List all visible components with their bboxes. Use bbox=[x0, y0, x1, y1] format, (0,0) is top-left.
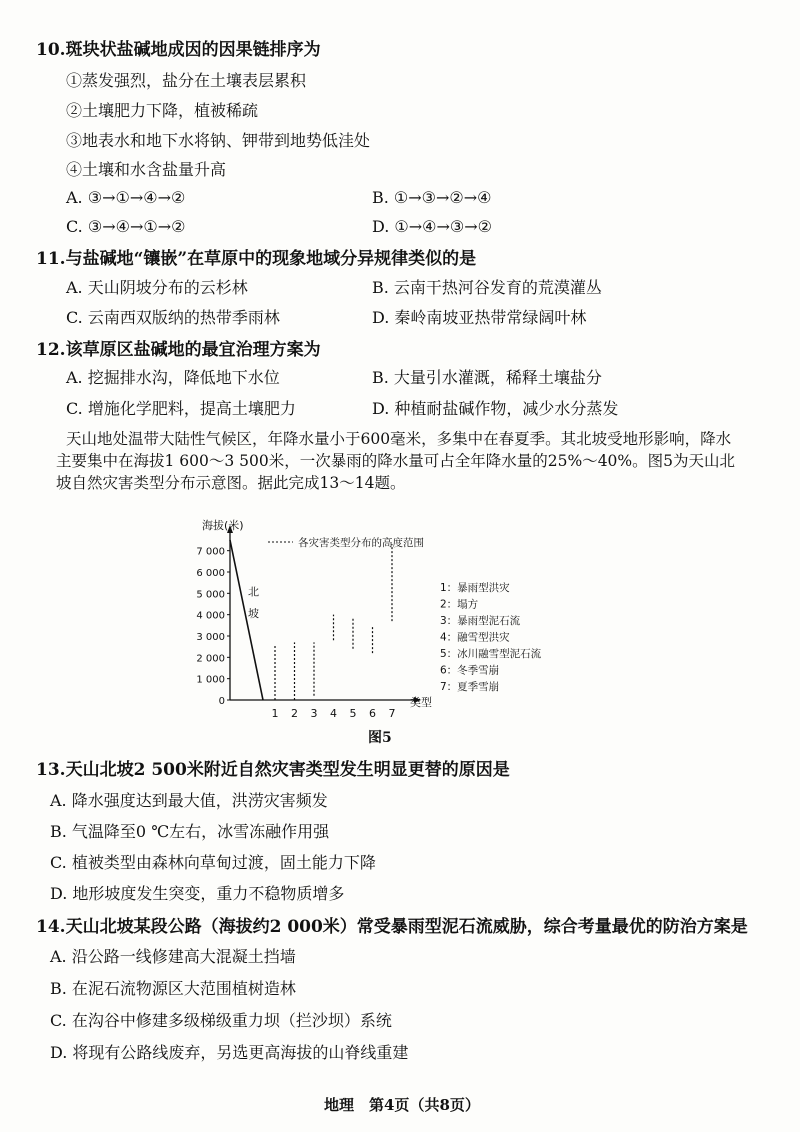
page-footer: 地理 第4页（共8页） bbox=[324, 1096, 480, 1114]
q13-option-c: C. 植被类型由森林向草甸过渡，固土能力下降 bbox=[50, 853, 376, 872]
y-tick-label: 1 000 bbox=[196, 674, 225, 686]
north-slope-line bbox=[230, 540, 263, 700]
q10-option-b: B. ①→③→②→④ bbox=[372, 188, 492, 207]
q14-option-c: C. 在沟谷中修建多级梯级重力坝（拦沙坝）系统 bbox=[50, 1011, 392, 1030]
q10-option-c: C. ③→④→①→② bbox=[66, 217, 186, 236]
legend-item-5: 5：冰川融雪型泥石流 bbox=[440, 648, 542, 660]
passage-line-2: 主要集中在海拔1 600～3 500米，一次暴雨的降水量可占全年降水量的25%～40%。图5为天山北 bbox=[56, 452, 736, 470]
q10-item-4: ④土壤和水含盐量升高 bbox=[66, 160, 227, 179]
q13-stem: 13.天山北坡2 500米附近自然灾害类型发生明显更替的原因是 bbox=[36, 760, 510, 780]
q12-stem: 12.该草原区盐碱地的最宜治理方案为 bbox=[36, 340, 321, 360]
y-tick-label: 2 000 bbox=[196, 653, 225, 665]
x-tick-label: 3 bbox=[310, 707, 318, 720]
x-tick-label: 6 bbox=[369, 707, 376, 720]
x-tick-label: 1 bbox=[271, 707, 279, 720]
q14-option-b: B. 在泥石流物源区大范围植树造林 bbox=[50, 979, 296, 998]
x-tick-label: 7 bbox=[388, 707, 396, 720]
x-tick-label: 5 bbox=[349, 707, 357, 720]
q12-option-b: B. 大量引水灌溉，稀释土壤盐分 bbox=[372, 368, 602, 387]
y-tick-label: 6 000 bbox=[196, 568, 225, 579]
q13-option-a: A. 降水强度达到最大值，洪涝灾害频发 bbox=[50, 791, 328, 810]
q10-option-d: D. ①→④→③→② bbox=[372, 217, 493, 236]
y-tick-label: 4 000 bbox=[196, 610, 225, 622]
legend-item-6: 6：冬季雪崩 bbox=[440, 664, 500, 677]
q12-option-c: C. 增施化学肥料，提高土壤肥力 bbox=[66, 399, 296, 418]
q10-item-1: ①蒸发强烈，盐分在土壤表层累积 bbox=[66, 71, 307, 90]
q13-option-d: D. 地形坡度发生突变，重力不稳物质增多 bbox=[50, 884, 345, 903]
legend-dash-label: 各灾害类型分布的高度范围 bbox=[298, 537, 424, 549]
q10-option-a: A. ③→①→④→② bbox=[66, 188, 186, 207]
q11-option-d: D. 秦岭南坡亚热带常绿阔叶林 bbox=[372, 308, 587, 327]
q10-stem: 10.斑块状盐碱地成因的因果链排序为 bbox=[36, 40, 321, 60]
y-axis-label: 海拔(米) bbox=[202, 519, 244, 532]
y-tick-label: 5 000 bbox=[196, 589, 225, 601]
q14-stem: 14.天山北坡某段公路（海拔约2 000米）常受暴雨型泥石流威胁，综合考量最优的防治方案是 bbox=[36, 917, 748, 937]
q12-option-d: D. 种植耐盐碱作物，减少水分蒸发 bbox=[372, 399, 619, 418]
y-tick-label: 3 000 bbox=[196, 632, 225, 643]
q10-item-3: ③地表水和地下水将钠、钾带到地势低洼处 bbox=[66, 131, 371, 150]
y-tick-label: 0 bbox=[218, 696, 225, 707]
y-tick-label: 7 000 bbox=[196, 546, 225, 558]
hazard-altitude-chart bbox=[190, 515, 610, 725]
q14-option-a: A. 沿公路一线修建高大混凝土挡墙 bbox=[50, 947, 296, 966]
q11-option-b: B. 云南干热河谷发育的荒漠灌丛 bbox=[372, 278, 602, 297]
slope-label-north: 北 bbox=[248, 585, 259, 599]
q10-item-2: ②土壤肥力下降，植被稀疏 bbox=[66, 101, 259, 120]
slope-label-slope: 坡 bbox=[248, 606, 259, 620]
x-axis-label: 类型 bbox=[410, 696, 432, 709]
legend-item-7: 7：夏季雪崩 bbox=[440, 681, 500, 693]
q12-option-a: A. 挖掘排水沟，降低地下水位 bbox=[66, 368, 280, 387]
passage-line-3: 坡自然灾害类型分布示意图。据此完成13～14题。 bbox=[56, 474, 406, 492]
q13-option-b: B. 气温降至0 ℃左右，冰雪冻融作用强 bbox=[50, 822, 330, 841]
legend-item-4: 4：融雪型洪灾 bbox=[440, 631, 510, 644]
passage bbox=[56, 428, 766, 494]
legend-item-1: 1：暴雨型洪灾 bbox=[440, 582, 510, 594]
q14-option-d: D. 将现有公路线废弃，另选更高海拔的山脊线重建 bbox=[50, 1043, 409, 1062]
legend-item-3: 3：暴雨型泥石流 bbox=[440, 615, 521, 627]
x-tick-label: 4 bbox=[330, 707, 337, 720]
x-tick-label: 2 bbox=[291, 707, 298, 720]
passage-line-1: 天山地处温带大陆性气候区，年降水量小于600毫米，多集中在春夏季。其北坡受地形影响，降水 bbox=[66, 430, 732, 448]
q11-option-c: C. 云南西双版纳的热带季雨林 bbox=[66, 308, 280, 327]
q11-stem: 11.与盐碱地“镶嵌”在草原中的现象地域分异规律类似的是 bbox=[36, 249, 477, 269]
figure-caption: 图5 bbox=[368, 730, 392, 746]
legend-item-2: 2：塌方 bbox=[440, 598, 479, 611]
q11-option-a: A. 天山阴坡分布的云杉林 bbox=[66, 278, 248, 297]
